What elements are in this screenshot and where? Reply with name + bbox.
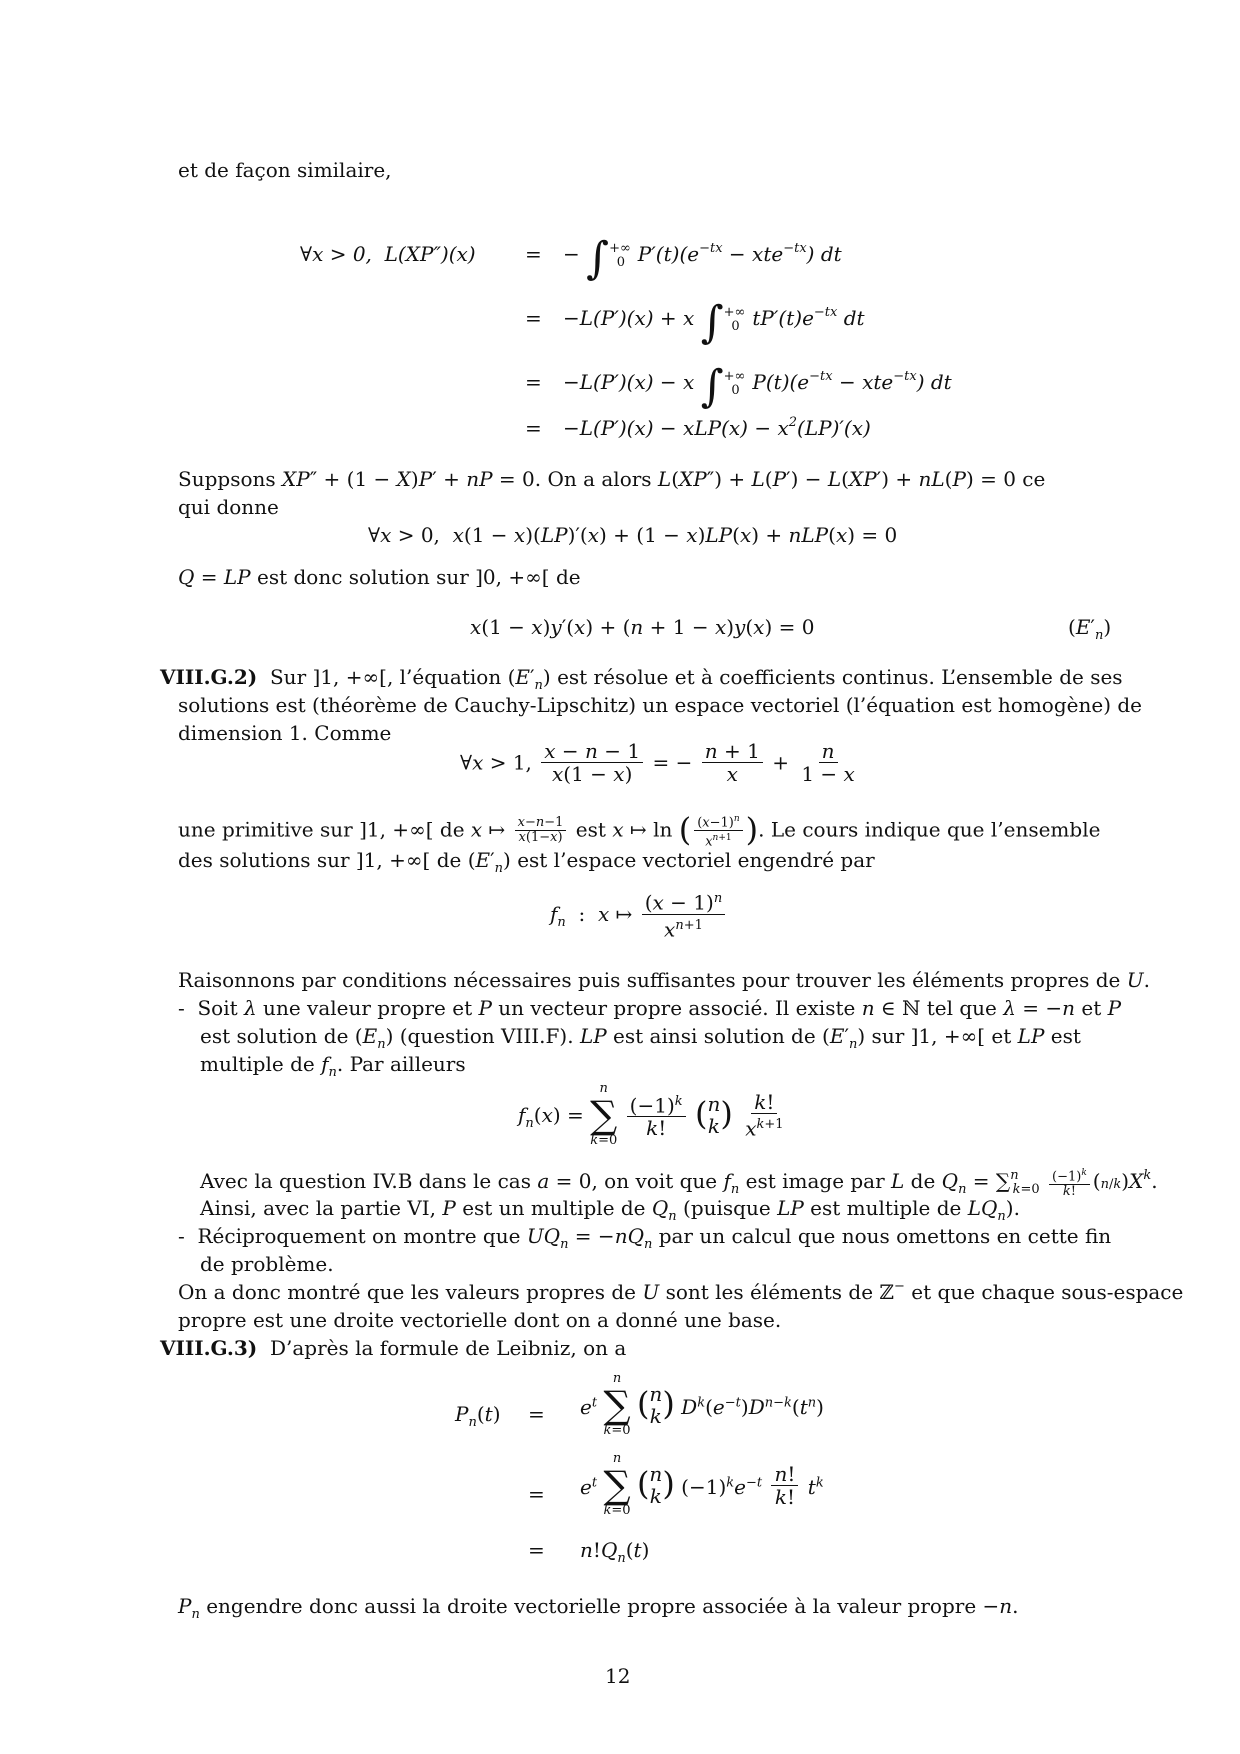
eq1-equals-2: = [525,306,542,330]
bullet-1-line3: multiple de $f_n$. Par ailleurs [200,1052,466,1080]
decomposition: ∀x > 1, $\frac{x - n - 1}{x(1 - x)}$ = − $\frac{n + 1}{x}$ + $\frac{n}{1 - x}$ [460,739,855,786]
g2-line4: une primitive sur ]1, +∞[ de x ↦ $\frac{x-n-1}{x(1-x)}$ est x ↦ ln ( $\frac{(x-1)^n}{x^{n+1}}$ ). Le cours indique que l’ensemble [178,810,1101,850]
eq1-equals-3: = [525,370,542,394]
g2-line3: dimension 1. Comme [178,721,392,745]
conclusion-line1: On a donc montré que les valeurs propres de U sont les éléments de ℤ− et que chaque sous-espace [178,1279,1184,1304]
bullet-1-line1: - Soit λ une valeur propre et P un vecteur propre associé. Il existe n ∈ ℕ tel que λ = −n et P [178,996,1122,1020]
tag-En: $(E'_n)$ [1068,615,1112,643]
eq1-row-3: −L(P′)(x) − x $\int^{+\infty}_0$ $P(t)(e^{-tx} - xte^{-tx})$ dt [563,361,952,412]
bullet-1-line2: est solution de $(E_n)$ (question VIII.F). LP est ainsi solution de $(E'_n)$ sur ]1, +∞[ et LP est [200,1024,1081,1052]
g3-row-2: $e^t$ n ∑ k=0 ( n k ) $(-1)^ke^{-t}$ $\frac{n!}{k!}$ $t^k$ [580,1451,824,1518]
bullet-2-line1: - Réciproquement on montre que $UQ_n = -nQ_n$ par un calcul que nous omettons en cette fin [178,1224,1112,1252]
g2-line2: solutions est (théorème de Cauchy-Lipschitz) un espace vectoriel (l’équation est homogène) de [178,693,1142,717]
g2-line1: VIII.G.2) Sur ]1, +∞[, l’équation $(E'_n)$ est résolue et à coefficients continus. L’ensemble de ses [160,665,1123,693]
fn-sum: $f_n(x)$ = n ∑ k=0 $\frac{(-1)^k}{k!}$ ( n k ) $\frac{k!}{x^{k+1}}$ [518,1081,784,1148]
para1-line1: Suppsons XP″ + (1 − X)P′ + nP = 0. On a alors L(XP″) + L(P′) − L(XP′) + nL(P) = 0 ce [178,467,1046,491]
eq1-row-4: $-L(P')(x) - xLP(x) - x^2(LP)'(x)$ [563,415,871,440]
g3-intro: D’après la formule de Leibniz, on a [269,1336,627,1360]
bullet-2-line2: de problème. [200,1252,334,1276]
g2-label: VIII.G.2) [160,665,258,689]
g3-equals-3: = [528,1538,545,1562]
eq1-equals-4: = [525,416,542,440]
eq1-row-2: −L(P′)(x) + x $\int^{+\infty}_0$ $tP'(t)e^{-tx}$ dt [563,297,865,348]
eq1-lhs: ∀x > 0, L(XP″)(x) [300,242,476,266]
reason-intro: Raisonnons par conditions nécessaires puis suffisantes pour trouver les éléments propres de U. [178,968,1150,992]
para1-display: ∀x > 0, x(1 − x)(LP)′(x) + (1 − x)LP(x) + nLP(x) = 0 [368,523,898,547]
page-number: 12 [605,1664,631,1688]
g2-line5: des solutions sur ]1, +∞[ de $(E'_n)$ est l’espace vectoriel engendré par [178,848,875,876]
g3-equals-2: = [528,1482,545,1506]
eq1-equals-1: = [525,242,542,266]
para1-line3: Q = LP est donc solution sur ]0, +∞[ de [178,565,581,589]
g3-label: VIII.G.3) [160,1336,258,1360]
bullet-1-line4: Avec la question IV.B dans le cas a = 0, on voit que $f_n$ est image par L de $Q_n = \sum^n_{k=0}$ $\frac{(-1)^k}{k!}$ $(n/k)X^k$. [200,1168,1158,1200]
para1-line2: qui donne [178,495,279,519]
fn-definition: $f_n$ : x ↦ $\frac{(x - 1)^n}{x^{n+1}}$ [550,888,728,940]
g3-final: $P_n$ engendre donc aussi la droite vectorielle propre associée à la valeur propre −n. [178,1594,1019,1622]
eq-En: x(1 − x)y′(x) + (n + 1 − x)y(x) = 0 [470,615,815,639]
eq1-row-1: − $\int^{+\infty}_0$ $P'(t)(e^{-tx} - xte^{-tx})$ dt [563,233,842,284]
intro-text: et de façon similaire, [178,158,392,182]
g3-lhs: $P_n(t)$ [455,1402,501,1430]
conclusion-line2: propre est une droite vectorielle dont on a donné une base. [178,1308,782,1332]
bullet-1-line5: Ainsi, avec la partie VI, P est un multiple de $Q_n$ (puisque LP est multiple de $LQ_n$). [200,1196,1020,1224]
g3-line1 [160,1334,626,1362]
g3-row-1: $e^t$ n ∑ k=0 ( n k ) $D^k(e^{-t})D^{n-k}(t^n)$ [580,1371,824,1438]
g3-row-3: $n!Q_n(t)$ [580,1538,650,1566]
g3-equals-1: = [528,1402,545,1426]
